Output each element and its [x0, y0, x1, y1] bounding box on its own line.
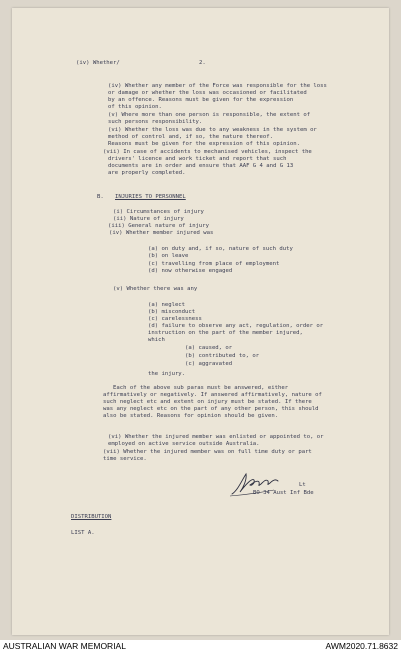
paragraph-line: Each of the above sub paras must be answered, either [113, 385, 289, 391]
list-item: (ii) Nature of injury [113, 216, 184, 222]
paragraph-line: was any neglect etc on the part of any other person, this should [103, 406, 319, 412]
text-line: method of control and, if so, the nature thereof. [108, 134, 274, 140]
text-line: Reasons must be given for the expression of this opinion. [108, 141, 300, 147]
text-line: the injury. [148, 371, 186, 377]
section-title: INJURIES TO PERSONNEL [115, 194, 186, 200]
signature-rank: Lt [299, 482, 306, 488]
text-line: (v) Where more than one person is responsible, the extent of [108, 112, 311, 118]
list-item: (iv) Whether member injured was [109, 230, 214, 236]
archive-footer [0, 640, 401, 653]
text-line: drivers' licence and work ticket and report that such [108, 156, 287, 162]
sub-item: (d) now otherwise engaged [148, 268, 233, 274]
sub-item: (d) failure to observe any act, regulation, order or [148, 323, 324, 329]
list-item: (v) Whether there was any [113, 286, 198, 292]
text-line: of this opinion. [108, 104, 162, 110]
list-item: (iii) General nature of injury [108, 223, 210, 229]
sub-item: which [148, 337, 165, 343]
text-line: such persons responsibility. [108, 119, 203, 125]
page-number: 2. [199, 60, 206, 66]
footer-institution: AUSTRALIAN WAR MEMORIAL [3, 641, 126, 651]
list-item: (vii) Whether the injured member was on full time duty or part [103, 449, 312, 455]
sub-item: (c) travelling from place of employment [148, 261, 280, 267]
header-continuation: (iv) Whether/ [76, 60, 120, 66]
text-line: are properly completed. [108, 170, 186, 176]
text-line: by an offence. Reasons must be given for the expression [108, 97, 294, 103]
list-item: (vi) Whether the injured member was enlisted or appointed to, or [108, 434, 324, 440]
paragraph-line: such neglect etc and extent on injury must be stated. If there [103, 399, 312, 405]
sub-sub-item: (b) contributed to, or [185, 353, 260, 359]
text-line: (vi) Whether the loss was due to any weakness in the system or [108, 127, 317, 133]
sub-sub-item: (a) caused, or [185, 345, 233, 351]
sub-sub-item: (c) aggravated [185, 361, 233, 367]
sub-item: (c) carelessness [148, 316, 202, 322]
text-line: (vii) In case of accidents to mechanised vehicles, inspect the [103, 149, 312, 155]
distribution-list: LIST A. [71, 530, 95, 536]
paragraph-line: affirmatively or negatively. If answered affirmatively, nature of [103, 392, 322, 398]
sub-item: (b) on leave [148, 253, 189, 259]
text-line: documents are in order and ensure that AAF G 4 and G 13 [108, 163, 294, 169]
distribution-heading: DISTRIBUTION [71, 514, 112, 520]
footer-accession-number: AWM2020.71.8632 [325, 641, 398, 651]
sub-item: (b) misconduct [148, 309, 196, 315]
signature-unit: BO 34 Aust Inf Bde [253, 490, 314, 496]
text-line: or damage or whether the loss was occasioned or facilitated [108, 90, 307, 96]
list-item: (i) Circumstances of injury [113, 209, 204, 215]
list-item: time service. [103, 456, 147, 462]
section-label: B. [97, 194, 104, 200]
text-line: (iv) Whether any member of the Force was responsible for the loss [108, 83, 327, 89]
sub-item: instruction on the part of the member injured, [148, 330, 303, 336]
paragraph-line: also be stated. Reasons for opinion should be given. [103, 413, 279, 419]
sub-item: (a) on duty and, if so, nature of such duty [148, 246, 293, 252]
list-item: employed on active service outside Australia. [108, 441, 260, 447]
sub-item: (a) neglect [148, 302, 186, 308]
